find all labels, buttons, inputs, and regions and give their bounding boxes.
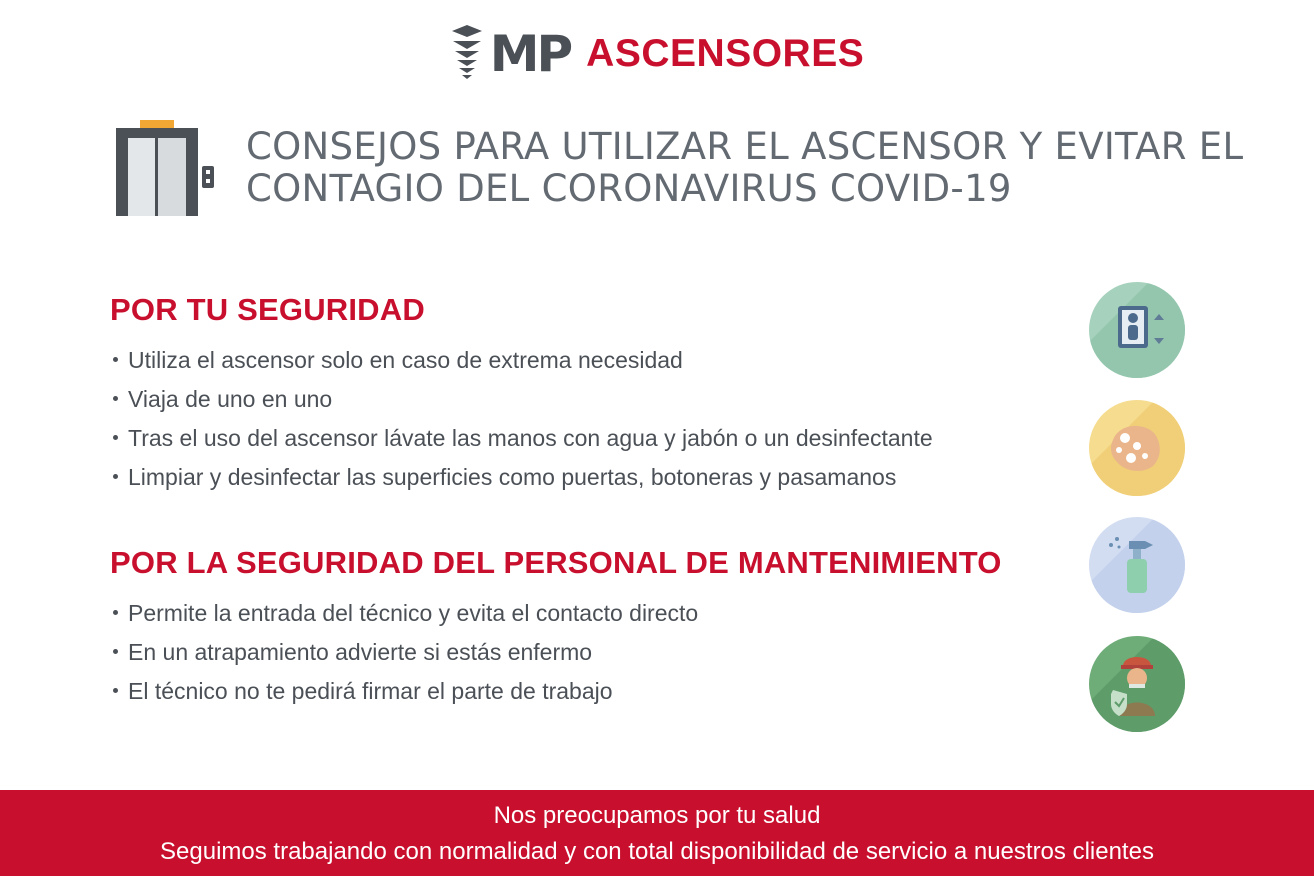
disinfectant-spray-icon	[1089, 517, 1185, 613]
logo-mark	[450, 23, 570, 85]
bullet-dot	[113, 649, 118, 654]
footer-headline: Nos preocupamos por tu salud	[493, 802, 821, 829]
section-maintenance-safety	[110, 545, 1070, 710]
list-item	[110, 671, 1070, 710]
list-item	[110, 379, 1070, 418]
section-title: POR LA SEGURIDAD DEL PERSONAL DE MANTENIMIENTO	[110, 545, 1002, 580]
bullet-dot	[113, 688, 118, 693]
list-item-text: Viaja de uno en uno	[128, 385, 333, 412]
list-item	[110, 340, 1070, 379]
page-heading	[114, 118, 1274, 218]
list-item	[110, 632, 1070, 671]
page-title-line2: CONTAGIO DEL CORONAVIRUS COVID-19	[246, 167, 1012, 210]
list-item-text: Limpiar y desinfectar las superficies como puertas, botoneras y pasamanos	[128, 463, 897, 490]
section-personal-safety	[110, 292, 1070, 496]
footer-subline: Seguimos trabajando con normalidad y con total disponibilidad de servicio a nuestros clientes	[160, 838, 1154, 865]
footer-banner	[0, 790, 1314, 876]
elevator-door-icon	[114, 118, 218, 218]
brand-logo	[0, 12, 1314, 96]
logo-mp-text: MP	[489, 25, 571, 83]
bullet-dot	[113, 435, 118, 440]
bullet-dot	[113, 357, 118, 362]
bullet-dot	[113, 610, 118, 615]
logo-brand-name: ASCENSORES	[586, 32, 865, 75]
bullet-dot	[113, 474, 118, 479]
list-item-text: En un atrapamiento advierte si estás enfermo	[128, 638, 593, 665]
hand-washing-icon	[1089, 400, 1185, 496]
list-item-text: El técnico no te pedirá firmar el parte de trabajo	[128, 677, 613, 704]
list-item-text: Tras el uso del ascensor lávate las manos con agua y jabón o un desinfectante	[128, 424, 933, 451]
bullet-dot	[113, 396, 118, 401]
list-item	[110, 593, 1070, 632]
bullet-list	[110, 340, 1070, 496]
technician-shield-icon	[1089, 636, 1185, 732]
spring-logo-icon	[450, 23, 484, 85]
page-title-line1: CONSEJOS PARA UTILIZAR EL ASCENSOR Y EVITAR EL	[246, 125, 1244, 168]
elevator-person-icon	[1089, 282, 1185, 378]
bullet-list	[110, 593, 1070, 710]
list-item	[110, 418, 1070, 457]
page-title	[246, 126, 1246, 210]
list-item	[110, 457, 1070, 496]
section-title: POR TU SEGURIDAD	[110, 292, 425, 327]
list-item-text: Utiliza el ascensor solo en caso de extrema necesidad	[128, 346, 683, 373]
list-item-text: Permite la entrada del técnico y evita el contacto directo	[128, 599, 699, 626]
